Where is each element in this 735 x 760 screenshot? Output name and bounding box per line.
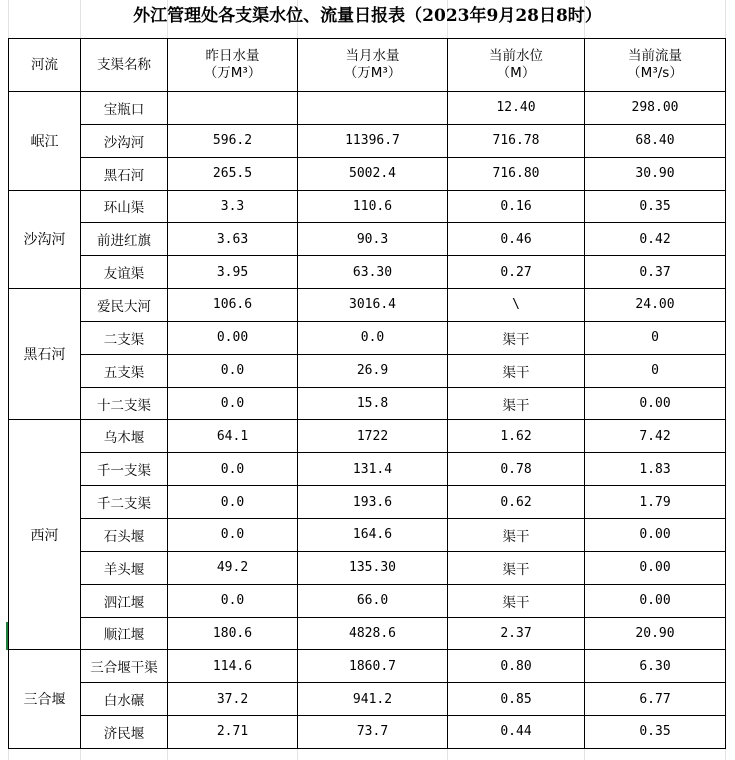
channel-cell[interactable]: 三合堰干渠	[81, 650, 168, 683]
level-cell[interactable]: 0.80	[448, 650, 585, 683]
channel-cell[interactable]: 五支渠	[81, 354, 168, 387]
header-river[interactable]: 河流	[9, 39, 81, 92]
flow-cell[interactable]: 0.00	[585, 551, 726, 584]
table-row	[9, 92, 726, 125]
month-cell[interactable]: 3016.4	[298, 289, 448, 322]
flow-cell[interactable]: 1.79	[585, 486, 726, 519]
header-flow-unit: （M³/s）	[627, 65, 683, 81]
table-row	[9, 584, 726, 617]
yesterday-cell[interactable]: 114.6	[168, 650, 298, 683]
header-yesterday-unit: （万M³）	[203, 65, 262, 81]
header-flow[interactable]	[585, 39, 726, 92]
flow-cell[interactable]: 0.35	[585, 716, 726, 749]
flow-cell[interactable]: 20.90	[585, 617, 726, 650]
channel-cell[interactable]: 十二支渠	[81, 387, 168, 420]
table-row	[9, 157, 726, 190]
yesterday-cell[interactable]: 0.0	[168, 486, 298, 519]
river-cell[interactable]: 西河	[9, 420, 81, 650]
yesterday-cell[interactable]: 0.0	[168, 518, 298, 551]
yesterday-cell[interactable]: 3.95	[168, 256, 298, 289]
table-row	[9, 453, 726, 486]
flow-cell[interactable]: 1.83	[585, 453, 726, 486]
month-cell[interactable]: 131.4	[298, 453, 448, 486]
month-cell[interactable]: 66.0	[298, 584, 448, 617]
river-cell[interactable]: 三合堰	[9, 650, 81, 749]
header-level[interactable]	[448, 39, 585, 92]
channel-cell[interactable]: 宝瓶口	[81, 92, 168, 125]
channel-cell[interactable]: 黑石河	[81, 157, 168, 190]
level-cell[interactable]: 0.16	[448, 190, 585, 223]
table-row	[9, 354, 726, 387]
level-cell[interactable]: 渠干	[448, 518, 585, 551]
level-cell[interactable]: \	[448, 289, 585, 322]
channel-cell[interactable]: 二支渠	[81, 321, 168, 354]
flow-cell[interactable]: 68.40	[585, 124, 726, 157]
yesterday-cell[interactable]: 37.2	[168, 683, 298, 716]
header-level-unit: （M）	[496, 65, 536, 81]
table-row	[9, 716, 726, 749]
header-yesterday[interactable]	[168, 39, 298, 92]
header-flow-label: 当前流量	[628, 48, 682, 64]
level-cell[interactable]: 716.78	[448, 124, 585, 157]
flow-cell[interactable]: 24.00	[585, 289, 726, 322]
yesterday-cell[interactable]	[168, 92, 298, 125]
channel-cell[interactable]: 泗江堰	[81, 584, 168, 617]
month-cell[interactable]: 5002.4	[298, 157, 448, 190]
month-cell[interactable]: 0.0	[298, 321, 448, 354]
flow-cell[interactable]: 0.35	[585, 190, 726, 223]
level-cell[interactable]: 0.78	[448, 453, 585, 486]
yesterday-cell[interactable]: 0.0	[168, 584, 298, 617]
level-cell[interactable]: 0.44	[448, 716, 585, 749]
yesterday-cell[interactable]: 0.0	[168, 354, 298, 387]
yesterday-cell[interactable]: 3.3	[168, 190, 298, 223]
level-cell[interactable]: 渠干	[448, 321, 585, 354]
channel-cell[interactable]: 乌木堰	[81, 420, 168, 453]
flow-cell[interactable]: 6.30	[585, 650, 726, 683]
river-cell[interactable]: 黑石河	[9, 289, 81, 420]
yesterday-cell[interactable]: 596.2	[168, 124, 298, 157]
level-cell[interactable]: 渠干	[448, 551, 585, 584]
flow-cell[interactable]: 0	[585, 354, 726, 387]
level-cell[interactable]: 716.80	[448, 157, 585, 190]
flow-cell[interactable]: 0.37	[585, 256, 726, 289]
header-yesterday-label: 昨日水量	[205, 48, 260, 64]
month-cell[interactable]: 1722	[298, 420, 448, 453]
level-cell[interactable]: 渠干	[448, 584, 585, 617]
yesterday-cell[interactable]: 0.00	[168, 321, 298, 354]
level-cell[interactable]: 1.62	[448, 420, 585, 453]
month-cell[interactable]: 941.2	[298, 683, 448, 716]
month-cell[interactable]: 26.9	[298, 354, 448, 387]
month-cell[interactable]	[298, 92, 448, 125]
channel-cell[interactable]: 爱民大河	[81, 289, 168, 322]
header-channel[interactable]: 支渠名称	[81, 39, 168, 92]
channel-cell[interactable]: 千一支渠	[81, 453, 168, 486]
level-cell[interactable]: 2.37	[448, 617, 585, 650]
table-row	[9, 190, 726, 223]
river-cell[interactable]: 沙沟河	[9, 190, 81, 289]
level-cell[interactable]: 渠干	[448, 354, 585, 387]
yesterday-cell[interactable]: 106.6	[168, 289, 298, 322]
month-cell[interactable]: 135.30	[298, 551, 448, 584]
month-cell[interactable]: 164.6	[298, 518, 448, 551]
flow-cell[interactable]: 30.90	[585, 157, 726, 190]
report-table	[8, 38, 726, 749]
header-row	[9, 39, 726, 92]
level-cell[interactable]: 12.40	[448, 92, 585, 125]
month-cell[interactable]: 193.6	[298, 486, 448, 519]
header-level-label: 当前水位	[489, 48, 543, 64]
header-month[interactable]	[298, 39, 448, 92]
table-row	[9, 420, 726, 453]
yesterday-cell[interactable]: 49.2	[168, 551, 298, 584]
channel-cell[interactable]: 千二支渠	[81, 486, 168, 519]
channel-cell[interactable]: 羊头堰	[81, 551, 168, 584]
table-row	[9, 617, 726, 650]
table-row	[9, 223, 726, 256]
river-cell[interactable]: 岷江	[9, 92, 81, 191]
channel-cell[interactable]: 石头堰	[81, 518, 168, 551]
month-cell[interactable]: 15.8	[298, 387, 448, 420]
yesterday-cell[interactable]: 0.0	[168, 453, 298, 486]
channel-cell[interactable]: 沙沟河	[81, 124, 168, 157]
header-month-label: 当月水量	[345, 48, 400, 64]
yesterday-cell[interactable]: 2.71	[168, 716, 298, 749]
channel-cell[interactable]: 环山渠	[81, 190, 168, 223]
table-row	[9, 551, 726, 584]
table-row	[9, 289, 726, 322]
header-month-unit: （万M³）	[343, 65, 402, 81]
month-cell[interactable]: 110.6	[298, 190, 448, 223]
level-cell[interactable]: 0.27	[448, 256, 585, 289]
channel-cell[interactable]: 济民堰	[81, 716, 168, 749]
channel-cell[interactable]: 前进红旗	[81, 223, 168, 256]
table-row	[9, 683, 726, 716]
level-cell[interactable]: 0.85	[448, 683, 585, 716]
level-cell[interactable]: 0.62	[448, 486, 585, 519]
table-row	[9, 650, 726, 683]
table-row	[9, 518, 726, 551]
level-cell[interactable]: 0.46	[448, 223, 585, 256]
month-cell[interactable]: 73.7	[298, 716, 448, 749]
flow-cell[interactable]: 0.00	[585, 387, 726, 420]
flow-cell[interactable]: 7.42	[585, 420, 726, 453]
flow-cell[interactable]: 6.77	[585, 683, 726, 716]
channel-cell[interactable]: 顺江堰	[81, 617, 168, 650]
flow-cell[interactable]: 0.42	[585, 223, 726, 256]
month-cell[interactable]: 1860.7	[298, 650, 448, 683]
table-row	[9, 321, 726, 354]
month-cell[interactable]: 63.30	[298, 256, 448, 289]
report-title: 外江管理处各支渠水位、流量日报表（2023年9月28日8时）	[133, 6, 602, 26]
channel-cell[interactable]: 白水碾	[81, 683, 168, 716]
month-cell[interactable]: 90.3	[298, 223, 448, 256]
month-cell[interactable]: 4828.6	[298, 617, 448, 650]
yesterday-cell[interactable]: 0.0	[168, 387, 298, 420]
table-row	[9, 387, 726, 420]
yesterday-cell[interactable]: 265.5	[168, 157, 298, 190]
yesterday-cell[interactable]: 180.6	[168, 617, 298, 650]
flow-cell[interactable]: 0.00	[585, 518, 726, 551]
level-cell[interactable]: 渠干	[448, 387, 585, 420]
table-row	[9, 256, 726, 289]
yesterday-cell[interactable]: 3.63	[168, 223, 298, 256]
yesterday-cell[interactable]: 64.1	[168, 420, 298, 453]
flow-cell[interactable]: 298.00	[585, 92, 726, 125]
channel-cell[interactable]: 友谊渠	[81, 256, 168, 289]
table-row	[9, 486, 726, 519]
flow-cell[interactable]: 0	[585, 321, 726, 354]
table-row	[9, 124, 726, 157]
flow-cell[interactable]: 0.00	[585, 584, 726, 617]
month-cell[interactable]: 11396.7	[298, 124, 448, 157]
